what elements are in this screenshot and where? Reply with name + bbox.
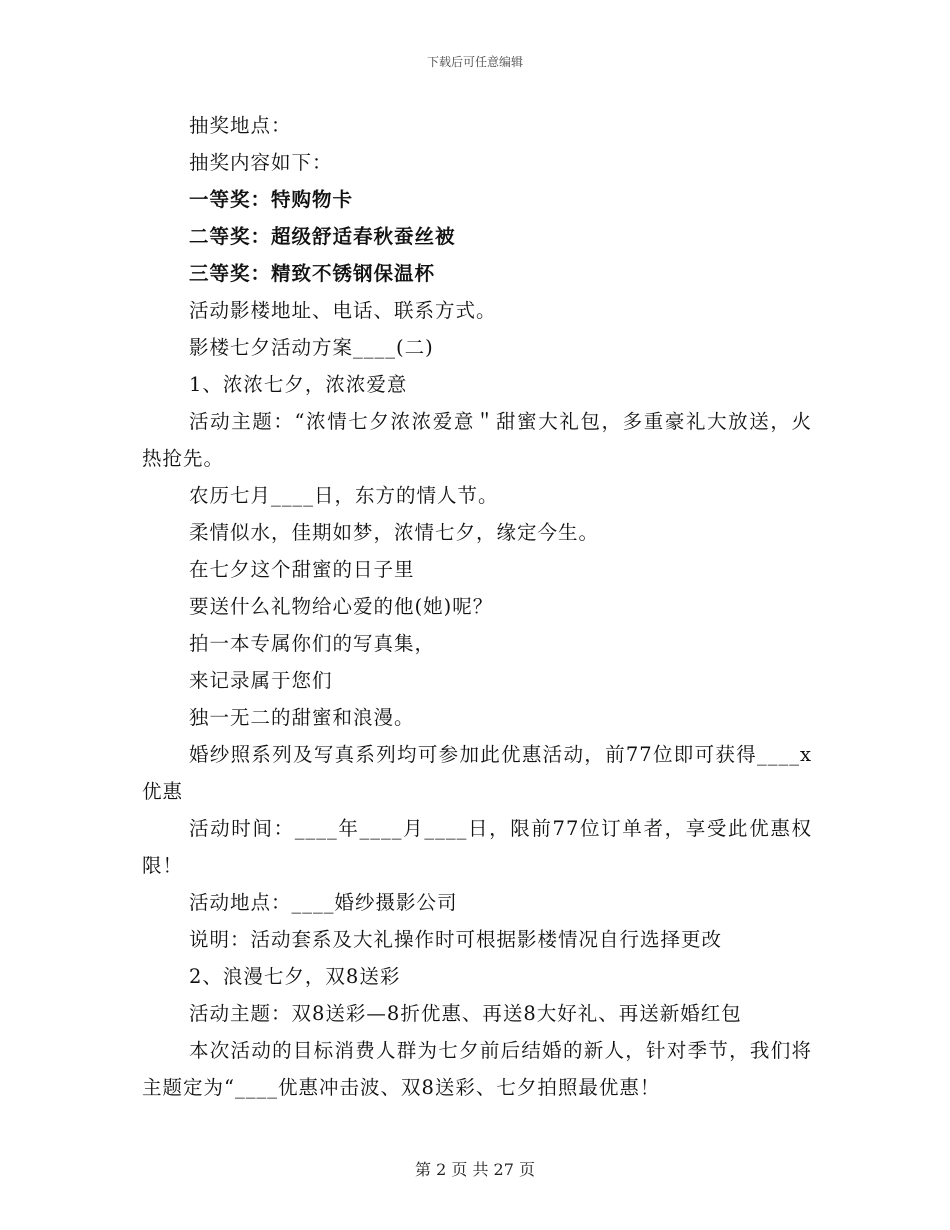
paragraph-first-prize: 一等奖：特购物卡: [189, 188, 354, 211]
paragraph-studio-contact: 活动影楼地址、电话、联系方式。: [189, 299, 497, 322]
paragraph-poem-1: 柔情似水，佳期如梦，浓情七夕，缘定今生。: [189, 521, 600, 544]
paragraph-lottery-content: 抽奖内容如下：: [189, 151, 333, 174]
paragraph-activity-time: 活动时间：____年____月____日，限前77位订单者，享受此优惠权限！: [142, 817, 812, 877]
paragraph-target-audience: 本次活动的目标消费人群为七夕前后结婚的新人，针对季节，我们将主题定为“____优惠冲击波、双8送彩、七夕拍照最优惠！: [142, 1039, 812, 1099]
paragraph-poem-2: 在七夕这个甜蜜的日子里: [189, 558, 415, 581]
paragraph-offer: 婚纱照系列及写真系列均可参加此优惠活动，前77位即可获得____x优惠: [142, 743, 812, 803]
paragraph-poem-5: 来记录属于您们: [189, 669, 333, 692]
paragraph-section-2-heading: 2、浪漫七夕，双8送彩: [189, 965, 401, 988]
paragraph-lottery-location: 抽奖地点：: [189, 114, 292, 137]
paragraph-second-prize: 二等奖：超级舒适春秋蚕丝被: [189, 225, 456, 248]
paragraph-section-1-heading: 1、浓浓七夕，浓浓爱意: [189, 373, 408, 396]
paragraph-note: 说明：活动套系及大礼操作时可根据影楼情况自行选择更改: [189, 928, 723, 951]
paragraph-lunar-date: 农历七月____日，东方的情人节。: [189, 484, 499, 507]
paragraph-poem-4: 拍一本专属你们的写真集，: [189, 632, 436, 655]
paragraph-poem-3: 要送什么礼物给心爱的他(她)呢？: [189, 595, 494, 618]
paragraph-third-prize: 三等奖：精致不锈钢保温杯: [189, 262, 436, 285]
paragraph-activity-location: 活动地点：____婚纱摄影公司: [189, 891, 458, 914]
paragraph-theme-1: 活动主题：“浓情七夕浓浓爱意＂甜蜜大礼包，多重豪礼大放送，火热抢先。: [142, 410, 812, 470]
paragraph-poem-6: 独一无二的甜蜜和浪漫。: [189, 706, 415, 729]
page-header: 下载后可任意编辑: [426, 55, 523, 69]
page-footer: 第 2 页 共 27 页: [415, 1160, 535, 1179]
document-body: [142, 107, 812, 1106]
paragraph-theme-2: 活动主题：双8送彩—8折优惠、再送8大好礼、再送新婚红包: [189, 1002, 742, 1025]
paragraph-plan-title: 影楼七夕活动方案____(二): [189, 336, 434, 359]
